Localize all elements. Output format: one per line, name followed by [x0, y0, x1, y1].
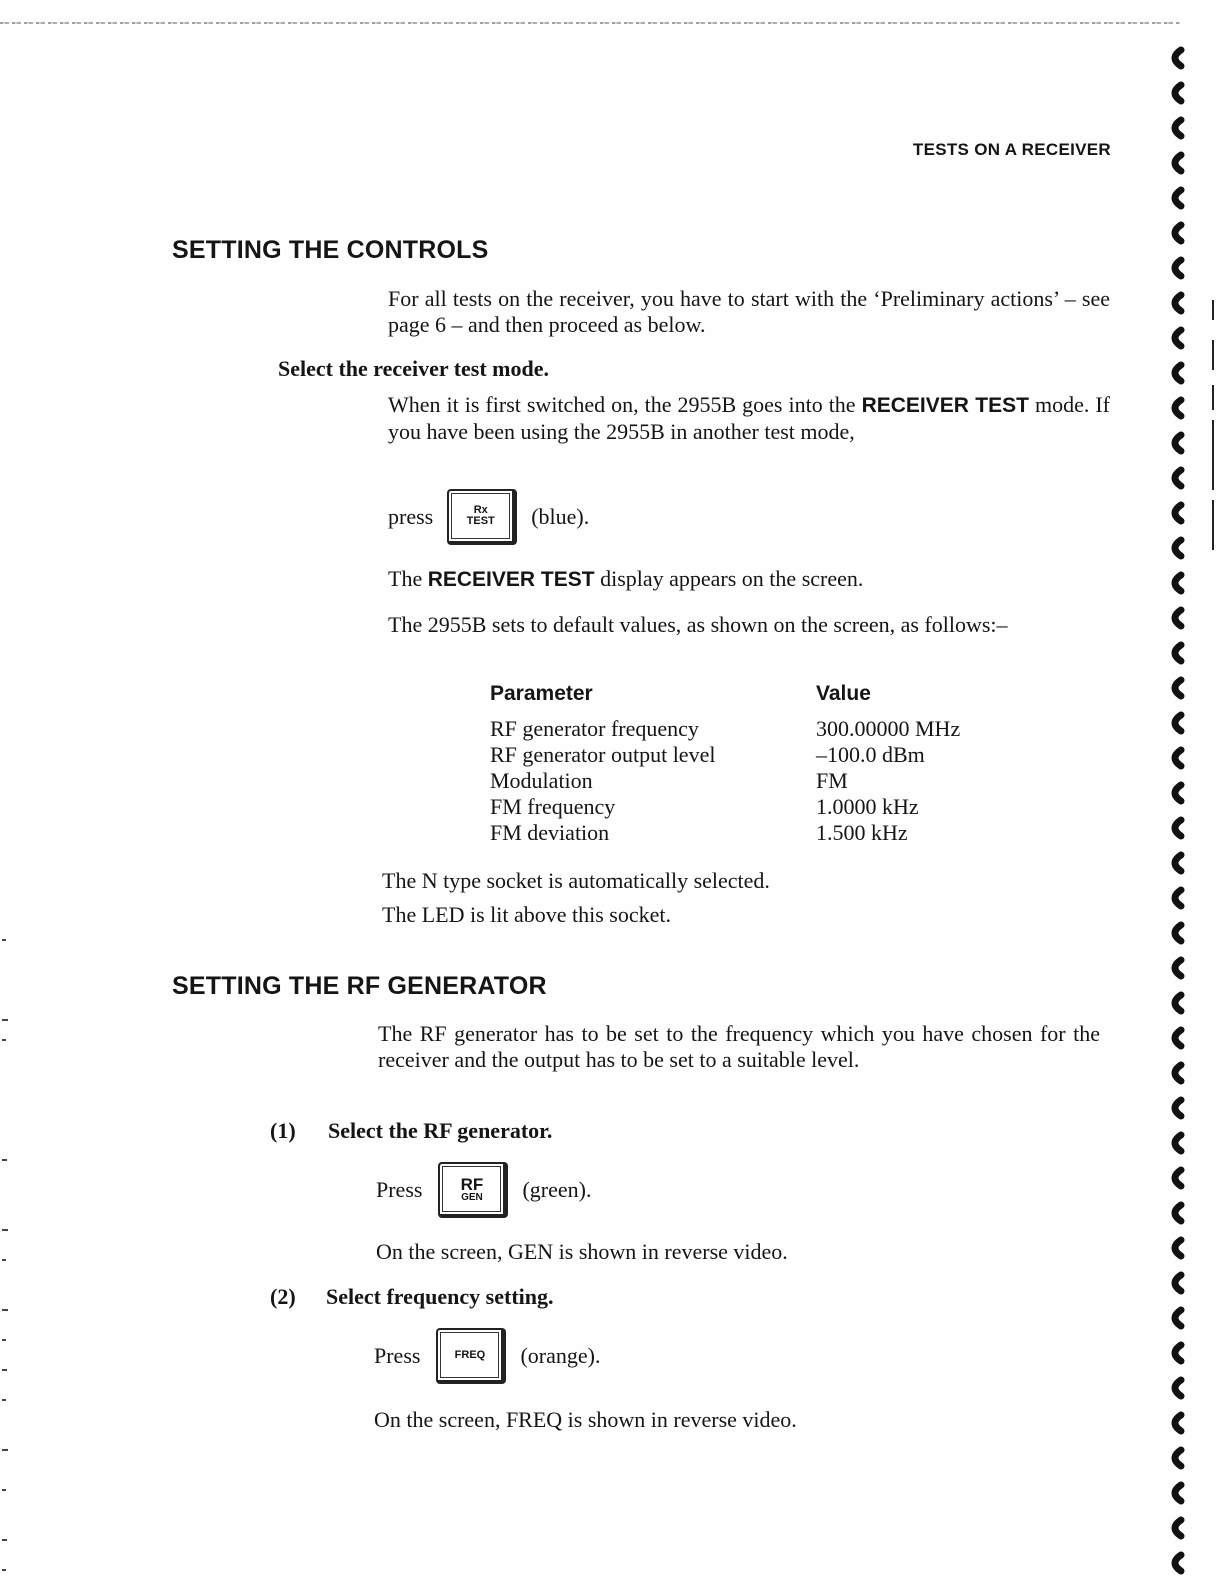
step1-heading: Select the RF generator.	[328, 1118, 553, 1143]
table-header-row	[490, 682, 960, 716]
rf-gen-key-line2: GEN	[461, 1191, 483, 1203]
led-line: The LED is lit above this socket.	[382, 902, 671, 927]
param-cell: RF generator frequency	[490, 716, 699, 741]
step1-result: On the screen, GEN is shown in reverse video.	[376, 1239, 788, 1264]
para-switch-on	[388, 392, 1110, 445]
display-part1: The	[388, 566, 428, 591]
para-switch-on-part1: When it is first switched on, the 2955B goes into the	[388, 392, 862, 417]
header-value: Value	[816, 682, 871, 705]
value-cell: –100.0 dBm	[816, 742, 925, 767]
step1-number: (1)	[270, 1118, 296, 1143]
param-cell: FM frequency	[490, 794, 616, 819]
defaults-para: The 2955B sets to default values, as shown on the screen, as follows:–	[388, 612, 1008, 637]
press-rf-gen-line	[376, 1162, 591, 1218]
press-freq-line	[374, 1328, 600, 1384]
value-cell: 1.500 kHz	[816, 820, 908, 845]
table-row	[490, 794, 960, 820]
section1-intro: For all tests on the receiver, you have to start with the ‘Preliminary actions’ – see page 6 – and then proceed as below.	[388, 286, 1110, 337]
rx-test-key-line2: TEST	[466, 515, 495, 527]
value-cell: FM	[816, 768, 848, 793]
socket-line: The N type socket is automatically selected.	[382, 868, 770, 893]
table-row	[490, 716, 960, 742]
section-heading-setting-controls: SETTING THE CONTROLS	[172, 236, 489, 264]
rx-test-key[interactable]	[447, 489, 517, 545]
scan-top-edge	[0, 22, 1180, 24]
section2-intro: The RF generator has to be set to the frequency which you have chosen for the receiver and the output has to be set to a suitable level.	[378, 1021, 1100, 1072]
freq-key-color: (orange).	[520, 1343, 601, 1368]
step2-heading: Select frequency setting.	[326, 1284, 554, 1309]
value-cell: 300.00000 MHz	[816, 716, 961, 741]
scan-margin-marks	[0, 930, 14, 1580]
param-cell: Modulation	[490, 768, 593, 793]
table-row	[490, 768, 960, 794]
value-cell: 1.0000 kHz	[816, 794, 919, 819]
freq-key[interactable]	[436, 1328, 506, 1384]
section-heading-rf-generator: SETTING THE RF GENERATOR	[172, 972, 547, 1000]
step-heading-receiver-mode: Select the receiver test mode.	[278, 356, 550, 381]
step2-result: On the screen, FREQ is shown in reverse video.	[374, 1407, 797, 1432]
rf-gen-key[interactable]	[438, 1162, 508, 1218]
param-cell: RF generator output level	[490, 742, 716, 767]
para-switch-on-part2: mode. If you have been using the 2955B in another test mode,	[388, 392, 1110, 444]
press-word: press	[388, 504, 434, 529]
display-part2: display appears on the screen.	[594, 566, 864, 591]
header-parameter: Parameter	[490, 682, 593, 705]
press-word: Press	[376, 1177, 423, 1202]
param-cell: FM deviation	[490, 820, 610, 845]
receiver-test-display-term: RECEIVER TEST	[427, 568, 595, 591]
press-word: Press	[374, 1343, 421, 1368]
table-row	[490, 820, 960, 846]
rx-test-key-line1: Rx	[473, 504, 488, 516]
display-appears-line	[388, 566, 863, 593]
freq-key-label: FREQ	[454, 1348, 486, 1361]
press-rx-test-line	[388, 489, 589, 545]
rf-gen-key-color: (green).	[522, 1177, 592, 1202]
step2-number: (2)	[270, 1284, 296, 1309]
spiral-binding-decoration	[1151, 40, 1221, 1584]
table-row	[490, 742, 960, 768]
receiver-test-term: RECEIVER TEST	[861, 394, 1029, 417]
running-head: TESTS ON A RECEIVER	[912, 140, 1111, 159]
rx-key-color: (blue).	[531, 504, 590, 529]
default-values-table	[490, 682, 960, 846]
rf-gen-key-line1: RF	[460, 1174, 484, 1194]
